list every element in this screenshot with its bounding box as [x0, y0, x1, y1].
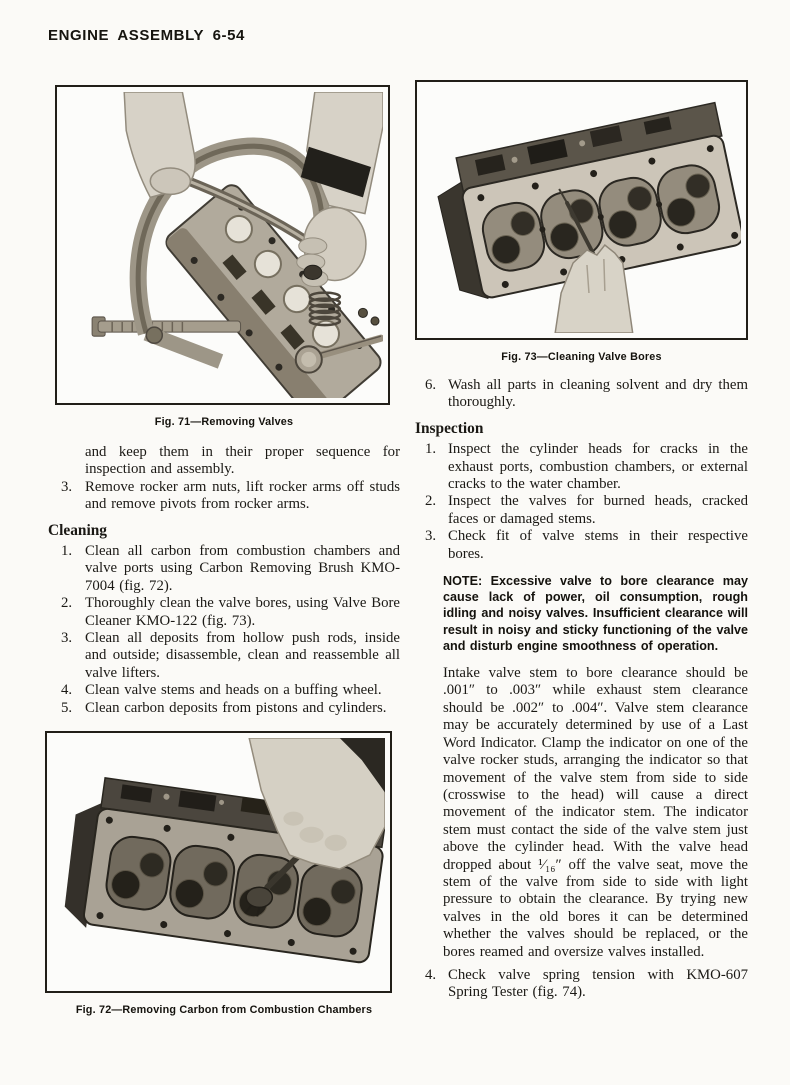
paragraph-item2-continuation: and keep them in their proper sequence for inspection and assembly.: [85, 444, 400, 478]
valve-compressor-illustration: [62, 92, 383, 398]
figure-73-caption: Fig. 73—Cleaning Valve Bores: [501, 351, 662, 363]
list-item-text: Clean carbon deposits from pistons and cylinders.: [85, 699, 387, 716]
list-item-text: Thoroughly clean the valve bores, using Valve Bore Cleaner KMO-122 (fig. 73).: [85, 595, 400, 629]
page-header: ENGINE ASSEMBLY 6-54: [48, 27, 246, 44]
list-item-text: Inspect the valves for burned heads, cracked faces or damaged stems.: [448, 493, 748, 527]
list-item-number: 4.: [425, 966, 437, 983]
list-item-number: 2.: [61, 595, 73, 612]
list-item-number: 1.: [61, 543, 73, 560]
list-item-number: 3.: [425, 528, 437, 545]
figure-73-photo: [415, 80, 748, 340]
list-item-inspection-2: [415, 493, 748, 528]
valve-bore-cleaning-illustration: [422, 87, 741, 333]
section-heading-inspection: Inspection: [415, 419, 484, 437]
list-item-number: 5.: [61, 699, 73, 716]
note-valve-clearance: NOTE: Excessive valve to bore clearance may cause lack of power, oil consumption, rough idling and noisy valves. Insufficient clearance will result in noisy and sticky functioning of the valve and disturb engine smoothness of operation.: [443, 574, 748, 653]
list-item-text: Inspect the cylinder heads for cracks in the exhaust ports, combustion chambers, or external cracks to the water chamber.: [448, 441, 748, 493]
list-item-cleaning-2: [48, 595, 400, 630]
list-item-spring-tension: [415, 967, 748, 1002]
list-item-number: 1.: [425, 441, 437, 458]
figure-72: [48, 731, 400, 1016]
list-item-cleaning-3: [48, 630, 400, 682]
left-column-text: [48, 444, 400, 717]
list-item-number: 6.: [425, 377, 437, 393]
figure-71-photo: [55, 85, 390, 405]
right-column: [415, 80, 748, 1002]
list-item-remove-rocker-arms: [48, 479, 400, 514]
list-item-text: Wash all parts in cleaning solvent and dry them thoroughly.: [448, 377, 748, 411]
right-column-text: [415, 377, 748, 1002]
figure-71: [48, 85, 400, 428]
list-item-cleaning-1: [48, 543, 400, 595]
list-item-text: Clean all deposits from hollow push rods, inside and outside; disassemble, clean and reassemble all valve lifters.: [85, 630, 400, 681]
list-item-text: Clean all carbon from combustion chambers and valve ports using Carbon Removing Brush KMO-7004 (fig. 72).: [85, 543, 400, 594]
carbon-brush-illustration: [52, 738, 385, 986]
list-item-cleaning-4: [48, 682, 400, 699]
list-item-inspection-3: [415, 528, 748, 563]
list-item-text: Check valve spring tension with KMO-607 Spring Tester (fig. 74).: [448, 966, 748, 1001]
paragraph-clearance-procedure: Intake valve stem to bore clearance should be .001″ to .003″ while exhaust stem clearance should be .002″ to .004″. Valve stem clearance may be accurately determined by use of a Last Word Indicator. Clamp the indicator on one of the valve rocker studs, arranging the indicator so that movement of the valve stem from side to side (crosswise to the head) will cause a direct movement of the indicator stem. The indicator stem must contact the side of the valve stem just above the cylinder head. With the valve head dropped about ¹⁄₁₆″ off the valve seat, move the stem of the valve from side to side with light pressure to obtain the clearance. By trying new valves in the old bores it can be determined whether the valves should be replaced, or the bores reamed and oversize valves installed.: [443, 665, 748, 960]
list-item-text: Check fit of valve stems in their respective bores.: [448, 528, 748, 562]
figure-72-photo: [45, 731, 392, 993]
list-item-number: 4.: [61, 682, 73, 699]
list-item-number: 3.: [61, 630, 73, 647]
figure-73: [415, 80, 748, 363]
list-item-number: 3.: [61, 478, 73, 495]
section-heading-cleaning: Cleaning: [48, 521, 108, 539]
figure-71-caption: Fig. 71—Removing Valves: [154, 416, 294, 428]
list-item-inspection-1: [415, 441, 748, 493]
left-column: [48, 85, 400, 1016]
list-item-cleaning-5: [48, 700, 400, 717]
list-item-wash-parts: [415, 377, 748, 412]
list-item-number: 2.: [425, 493, 437, 510]
list-item-text: Clean valve stems and heads on a buffing wheel.: [85, 682, 382, 699]
figure-72-caption: Fig. 72—Removing Carbon from Combustion Chambers: [75, 1004, 373, 1017]
list-item-text: Remove rocker arm nuts, lift rocker arms off studs and remove pivots from rocker arms.: [85, 478, 400, 513]
